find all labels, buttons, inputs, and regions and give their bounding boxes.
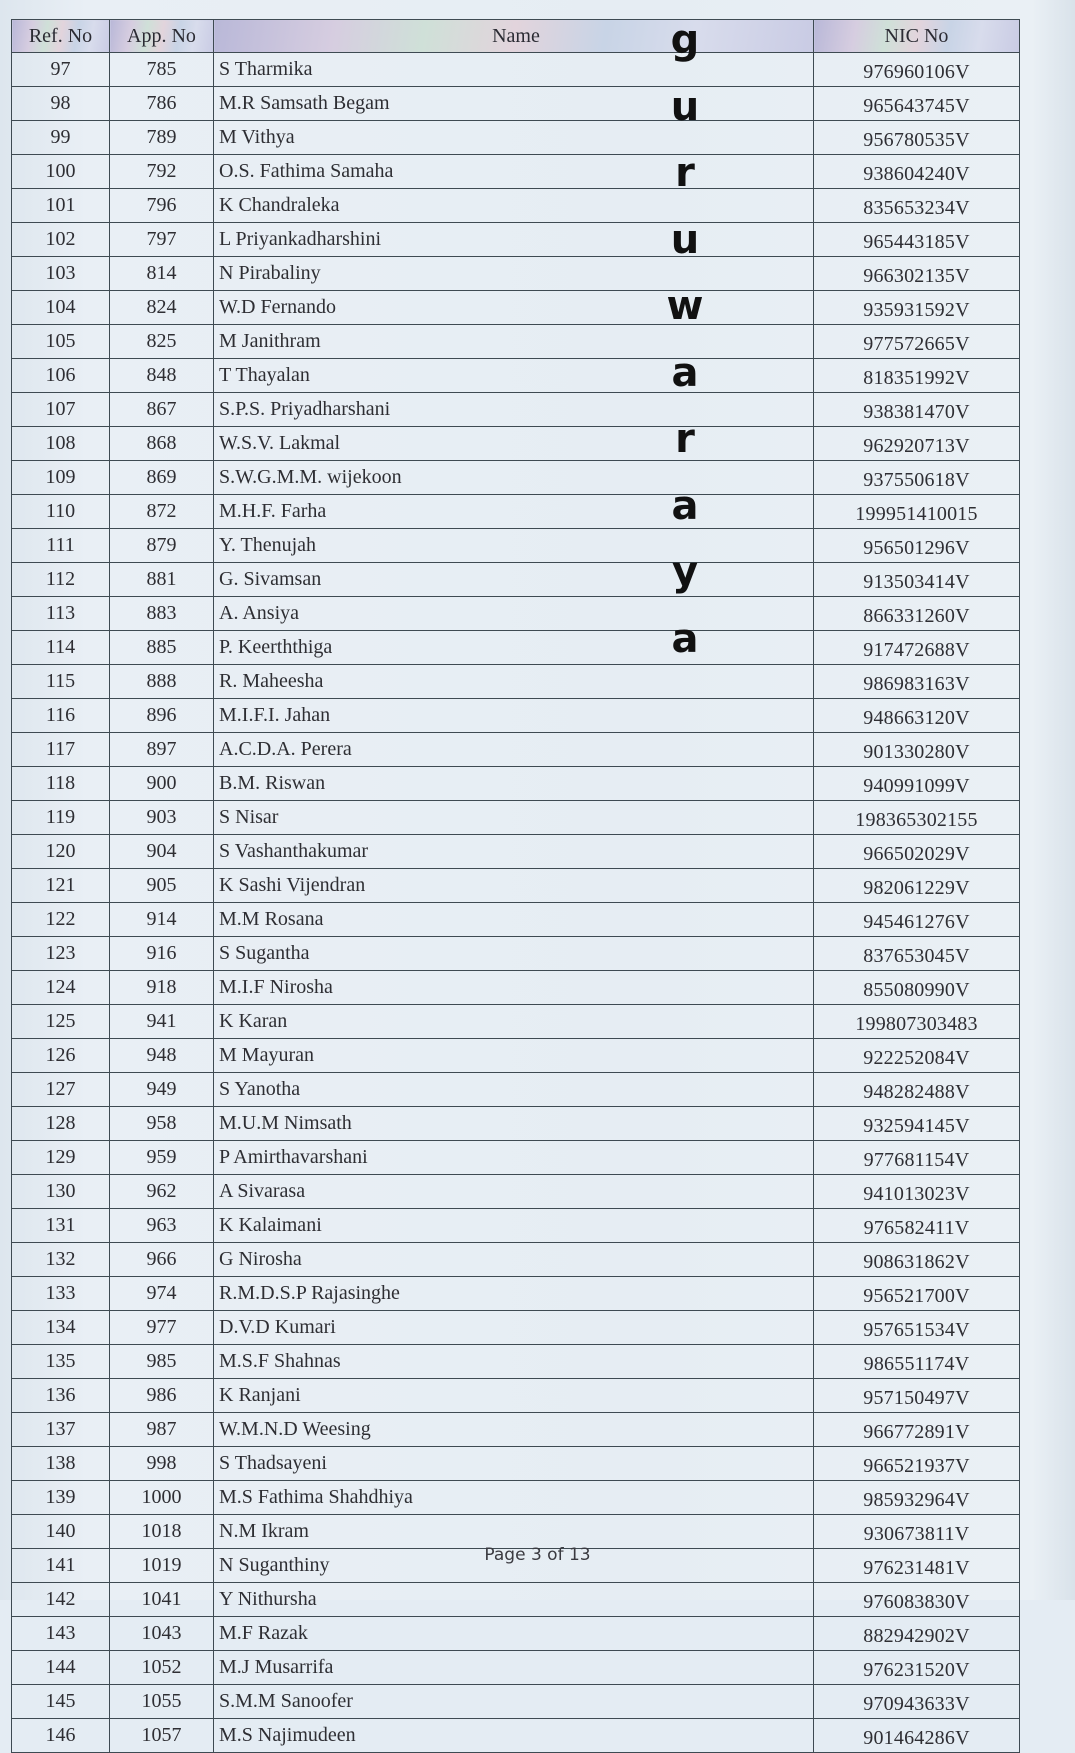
cell-ref-no: 126: [12, 1039, 110, 1073]
table-row: [12, 631, 1020, 665]
cell-app-no: 974: [110, 1277, 214, 1311]
cell-nic-no: 941013023V: [814, 1175, 1020, 1209]
table-row: [12, 937, 1020, 971]
cell-nic-no: 976582411V: [814, 1209, 1020, 1243]
table-row: [12, 121, 1020, 155]
cell-name: W.S.V. Lakmal: [214, 427, 814, 461]
cell-app-no: 1000: [110, 1481, 214, 1515]
cell-ref-no: 102: [12, 223, 110, 257]
cell-nic-no: 977572665V: [814, 325, 1020, 359]
cell-app-no: 1018: [110, 1515, 214, 1549]
table-row: [12, 563, 1020, 597]
cell-name: S Yanotha: [214, 1073, 814, 1107]
cell-app-no: 1041: [110, 1583, 214, 1617]
cell-ref-no: 105: [12, 325, 110, 359]
cell-name: N.M Ikram: [214, 1515, 814, 1549]
cell-name: B.M. Riswan: [214, 767, 814, 801]
cell-ref-no: 128: [12, 1107, 110, 1141]
cell-name: M.I.F.I. Jahan: [214, 699, 814, 733]
cell-nic-no: 956501296V: [814, 529, 1020, 563]
cell-nic-no: 976231520V: [814, 1651, 1020, 1685]
cell-name: A.C.D.A. Perera: [214, 733, 814, 767]
cell-name: W.D Fernando: [214, 291, 814, 325]
cell-app-no: 825: [110, 325, 214, 359]
cell-app-no: 896: [110, 699, 214, 733]
watermark-letter: u: [670, 83, 700, 130]
cell-nic-no: 901464286V: [814, 1719, 1020, 1753]
cell-app-no: 879: [110, 529, 214, 563]
table-header-row: [12, 20, 1020, 53]
cell-name: K Ranjani: [214, 1379, 814, 1413]
table-row: [12, 733, 1020, 767]
cell-name: Y. Thenujah: [214, 529, 814, 563]
table-row: [12, 869, 1020, 903]
cell-nic-no: 962920713V: [814, 427, 1020, 461]
cell-ref-no: 113: [12, 597, 110, 631]
cell-app-no: 881: [110, 563, 214, 597]
watermark-letter: r: [675, 150, 695, 196]
cell-ref-no: 145: [12, 1685, 110, 1719]
cell-ref-no: 125: [12, 1005, 110, 1039]
cell-nic-no: 986983163V: [814, 665, 1020, 699]
cell-nic-no: 966772891V: [814, 1413, 1020, 1447]
cell-name: G Nirosha: [214, 1243, 814, 1277]
applicant-table: [11, 19, 1020, 1753]
cell-app-no: 789: [110, 121, 214, 155]
cell-name: S.W.G.M.M. wijekoon: [214, 461, 814, 495]
cell-nic-no: 199807303483: [814, 1005, 1020, 1039]
cell-app-no: 918: [110, 971, 214, 1005]
cell-ref-no: 138: [12, 1447, 110, 1481]
cell-name: M.R Samsath Begam: [214, 87, 814, 121]
cell-ref-no: 135: [12, 1345, 110, 1379]
table-row: [12, 461, 1020, 495]
watermark-letter: y: [671, 549, 699, 595]
cell-nic-no: 922252084V: [814, 1039, 1020, 1073]
cell-app-no: 868: [110, 427, 214, 461]
cell-nic-no: 965443185V: [814, 223, 1020, 257]
table-row: [12, 291, 1020, 325]
cell-ref-no: 97: [12, 53, 110, 87]
cell-ref-no: 146: [12, 1719, 110, 1753]
table-row: [12, 427, 1020, 461]
cell-nic-no: 938381470V: [814, 393, 1020, 427]
cell-nic-no: 901330280V: [814, 733, 1020, 767]
cell-name: M Mayuran: [214, 1039, 814, 1073]
cell-ref-no: 124: [12, 971, 110, 1005]
table-row: [12, 325, 1020, 359]
watermark-letter: u: [670, 216, 700, 263]
watermark-letter: a: [671, 349, 699, 396]
cell-app-no: 785: [110, 53, 214, 87]
cell-name: M.M Rosana: [214, 903, 814, 937]
table-row: [12, 1311, 1020, 1345]
header-app-no: App. No: [110, 20, 214, 53]
table-row: [12, 1141, 1020, 1175]
cell-app-no: 959: [110, 1141, 214, 1175]
cell-nic-no: 937550618V: [814, 461, 1020, 495]
cell-nic-no: 956521700V: [814, 1277, 1020, 1311]
cell-name: K Karan: [214, 1005, 814, 1039]
cell-app-no: 985: [110, 1345, 214, 1379]
cell-name: R.M.D.S.P Rajasinghe: [214, 1277, 814, 1311]
table-row: [12, 1073, 1020, 1107]
cell-app-no: 914: [110, 903, 214, 937]
cell-app-no: 792: [110, 155, 214, 189]
table-row: [12, 801, 1020, 835]
table-row: [12, 393, 1020, 427]
cell-name: M.S Fathima Shahdhiya: [214, 1481, 814, 1515]
cell-ref-no: 100: [12, 155, 110, 189]
cell-ref-no: 137: [12, 1413, 110, 1447]
cell-ref-no: 119: [12, 801, 110, 835]
cell-nic-no: 945461276V: [814, 903, 1020, 937]
cell-app-no: 1043: [110, 1617, 214, 1651]
cell-ref-no: 131: [12, 1209, 110, 1243]
cell-ref-no: 103: [12, 257, 110, 291]
cell-name: T Thayalan: [214, 359, 814, 393]
table-row: [12, 1685, 1020, 1719]
header-nic-no: NIC No: [814, 20, 1020, 53]
cell-ref-no: 123: [12, 937, 110, 971]
cell-name: K Chandraleka: [214, 189, 814, 223]
cell-nic-no: 908631862V: [814, 1243, 1020, 1277]
table-row: [12, 257, 1020, 291]
cell-name: S Vashanthakumar: [214, 835, 814, 869]
cell-ref-no: 111: [12, 529, 110, 563]
cell-nic-no: 956780535V: [814, 121, 1020, 155]
cell-name: P. Keerththiga: [214, 631, 814, 665]
table-row: [12, 597, 1020, 631]
cell-ref-no: 104: [12, 291, 110, 325]
cell-ref-no: 108: [12, 427, 110, 461]
cell-ref-no: 109: [12, 461, 110, 495]
cell-app-no: 1057: [110, 1719, 214, 1753]
cell-app-no: 883: [110, 597, 214, 631]
cell-app-no: 885: [110, 631, 214, 665]
cell-nic-no: 938604240V: [814, 155, 1020, 189]
cell-app-no: 900: [110, 767, 214, 801]
cell-nic-no: 855080990V: [814, 971, 1020, 1005]
cell-ref-no: 140: [12, 1515, 110, 1549]
table-row: [12, 1481, 1020, 1515]
header-ref-no: Ref. No: [12, 20, 110, 53]
cell-nic-no: 966302135V: [814, 257, 1020, 291]
cell-nic-no: 966502029V: [814, 835, 1020, 869]
header-name: Name: [214, 20, 814, 53]
table-row: [12, 1243, 1020, 1277]
table-row: [12, 1005, 1020, 1039]
cell-ref-no: 142: [12, 1583, 110, 1617]
cell-name: N Pirabaliny: [214, 257, 814, 291]
cell-app-no: 941: [110, 1005, 214, 1039]
cell-nic-no: 917472688V: [814, 631, 1020, 665]
table-row: [12, 903, 1020, 937]
cell-nic-no: 948282488V: [814, 1073, 1020, 1107]
cell-ref-no: 133: [12, 1277, 110, 1311]
cell-app-no: 986: [110, 1379, 214, 1413]
cell-app-no: 796: [110, 189, 214, 223]
cell-app-no: 814: [110, 257, 214, 291]
cell-nic-no: 935931592V: [814, 291, 1020, 325]
table-row: [12, 1379, 1020, 1413]
cell-ref-no: 117: [12, 733, 110, 767]
cell-name: S Thadsayeni: [214, 1447, 814, 1481]
cell-nic-no: 835653234V: [814, 189, 1020, 223]
cell-ref-no: 134: [12, 1311, 110, 1345]
table-row: [12, 971, 1020, 1005]
cell-app-no: 1052: [110, 1651, 214, 1685]
cell-ref-no: 98: [12, 87, 110, 121]
table-row: [12, 1447, 1020, 1481]
watermark-letter: g: [670, 17, 700, 63]
cell-nic-no: 985932964V: [814, 1481, 1020, 1515]
cell-name: W.M.N.D Weesing: [214, 1413, 814, 1447]
table-row: [12, 495, 1020, 529]
watermark-letter: w: [666, 283, 704, 329]
cell-ref-no: 121: [12, 869, 110, 903]
cell-app-no: 948: [110, 1039, 214, 1073]
cell-app-no: 867: [110, 393, 214, 427]
cell-nic-no: 966521937V: [814, 1447, 1020, 1481]
table-row: [12, 189, 1020, 223]
cell-name: M.U.M Nimsath: [214, 1107, 814, 1141]
table-row: [12, 223, 1020, 257]
cell-app-no: 963: [110, 1209, 214, 1243]
cell-name: S Tharmika: [214, 53, 814, 87]
cell-nic-no: 199951410015: [814, 495, 1020, 529]
cell-nic-no: 948663120V: [814, 699, 1020, 733]
table-row: [12, 1651, 1020, 1685]
cell-name: D.V.D Kumari: [214, 1311, 814, 1345]
cell-ref-no: 127: [12, 1073, 110, 1107]
cell-ref-no: 116: [12, 699, 110, 733]
cell-ref-no: 141: [12, 1549, 110, 1583]
cell-nic-no: 930673811V: [814, 1515, 1020, 1549]
cell-app-no: 1019: [110, 1549, 214, 1583]
table-row: [12, 1719, 1020, 1753]
cell-app-no: 797: [110, 223, 214, 257]
table-row: [12, 1277, 1020, 1311]
table-body: [12, 53, 1020, 1753]
cell-ref-no: 143: [12, 1617, 110, 1651]
cell-nic-no: 837653045V: [814, 937, 1020, 971]
cell-nic-no: 970943633V: [814, 1685, 1020, 1719]
table-row: [12, 1209, 1020, 1243]
cell-app-no: 869: [110, 461, 214, 495]
cell-app-no: 903: [110, 801, 214, 835]
table-row: [12, 1175, 1020, 1209]
cell-ref-no: 110: [12, 495, 110, 529]
cell-nic-no: 986551174V: [814, 1345, 1020, 1379]
cell-nic-no: 818351992V: [814, 359, 1020, 393]
cell-ref-no: 99: [12, 121, 110, 155]
table-row: [12, 767, 1020, 801]
cell-name: S.P.S. Priyadharshani: [214, 393, 814, 427]
cell-ref-no: 129: [12, 1141, 110, 1175]
cell-app-no: 998: [110, 1447, 214, 1481]
cell-ref-no: 136: [12, 1379, 110, 1413]
table-row: [12, 53, 1020, 87]
cell-app-no: 848: [110, 359, 214, 393]
cell-app-no: 1055: [110, 1685, 214, 1719]
table-row: [12, 155, 1020, 189]
cell-name: A. Ansiya: [214, 597, 814, 631]
watermark-letter: a: [671, 482, 699, 529]
cell-nic-no: 882942902V: [814, 1617, 1020, 1651]
table-row: [12, 835, 1020, 869]
cell-nic-no: 932594145V: [814, 1107, 1020, 1141]
cell-name: R. Maheesha: [214, 665, 814, 699]
cell-name: K Sashi Vijendran: [214, 869, 814, 903]
cell-name: S Nisar: [214, 801, 814, 835]
table-row: [12, 1617, 1020, 1651]
table-row: [12, 1107, 1020, 1141]
cell-ref-no: 139: [12, 1481, 110, 1515]
cell-ref-no: 107: [12, 393, 110, 427]
cell-ref-no: 120: [12, 835, 110, 869]
cell-app-no: 872: [110, 495, 214, 529]
cell-name: M.H.F. Farha: [214, 495, 814, 529]
cell-app-no: 949: [110, 1073, 214, 1107]
cell-ref-no: 101: [12, 189, 110, 223]
table-row: [12, 529, 1020, 563]
cell-app-no: 905: [110, 869, 214, 903]
cell-name: M Janithram: [214, 325, 814, 359]
cell-ref-no: 118: [12, 767, 110, 801]
table-row: [12, 87, 1020, 121]
table-row: [12, 1413, 1020, 1447]
cell-nic-no: 866331260V: [814, 597, 1020, 631]
cell-app-no: 904: [110, 835, 214, 869]
cell-nic-no: 977681154V: [814, 1141, 1020, 1175]
watermark-letter: a: [671, 615, 699, 662]
cell-ref-no: 106: [12, 359, 110, 393]
cell-nic-no: 940991099V: [814, 767, 1020, 801]
cell-app-no: 977: [110, 1311, 214, 1345]
table-row: [12, 359, 1020, 393]
cell-nic-no: 965643745V: [814, 87, 1020, 121]
cell-app-no: 958: [110, 1107, 214, 1141]
cell-nic-no: 913503414V: [814, 563, 1020, 597]
page-number: Page 3 of 13: [484, 1545, 591, 1565]
cell-name: L Priyankadharshini: [214, 223, 814, 257]
cell-name: M Vithya: [214, 121, 814, 155]
cell-app-no: 897: [110, 733, 214, 767]
cell-app-no: 888: [110, 665, 214, 699]
cell-nic-no: 976231481V: [814, 1549, 1020, 1583]
cell-nic-no: 957651534V: [814, 1311, 1020, 1345]
cell-app-no: 824: [110, 291, 214, 325]
cell-name: M.F Razak: [214, 1617, 814, 1651]
cell-name: M.S Najimudeen: [214, 1719, 814, 1753]
cell-nic-no: 976083830V: [814, 1583, 1020, 1617]
cell-name: M.J Musarrifa: [214, 1651, 814, 1685]
cell-name: K Kalaimani: [214, 1209, 814, 1243]
cell-nic-no: 198365302155: [814, 801, 1020, 835]
cell-name: M.S.F Shahnas: [214, 1345, 814, 1379]
cell-name: O.S. Fathima Samaha: [214, 155, 814, 189]
cell-name: N Suganthiny: [214, 1549, 814, 1583]
watermark-letter: r: [675, 416, 695, 462]
table-row: [12, 1039, 1020, 1073]
cell-app-no: 786: [110, 87, 214, 121]
table-row: [12, 699, 1020, 733]
cell-name: G. Sivamsan: [214, 563, 814, 597]
cell-name: M.I.F Nirosha: [214, 971, 814, 1005]
cell-nic-no: 957150497V: [814, 1379, 1020, 1413]
table-row: [12, 1345, 1020, 1379]
cell-ref-no: 122: [12, 903, 110, 937]
cell-app-no: 966: [110, 1243, 214, 1277]
cell-ref-no: 130: [12, 1175, 110, 1209]
cell-name: S Sugantha: [214, 937, 814, 971]
cell-ref-no: 112: [12, 563, 110, 597]
cell-ref-no: 144: [12, 1651, 110, 1685]
cell-nic-no: 976960106V: [814, 53, 1020, 87]
cell-ref-no: 115: [12, 665, 110, 699]
cell-app-no: 916: [110, 937, 214, 971]
cell-app-no: 987: [110, 1413, 214, 1447]
table-row: [12, 665, 1020, 699]
cell-ref-no: 114: [12, 631, 110, 665]
cell-name: P Amirthavarshani: [214, 1141, 814, 1175]
cell-nic-no: 982061229V: [814, 869, 1020, 903]
cell-app-no: 962: [110, 1175, 214, 1209]
cell-name: A Sivarasa: [214, 1175, 814, 1209]
table-row: [12, 1515, 1020, 1549]
cell-ref-no: 132: [12, 1243, 110, 1277]
cell-name: Y Nithursha: [214, 1583, 814, 1617]
cell-name: S.M.M Sanoofer: [214, 1685, 814, 1719]
